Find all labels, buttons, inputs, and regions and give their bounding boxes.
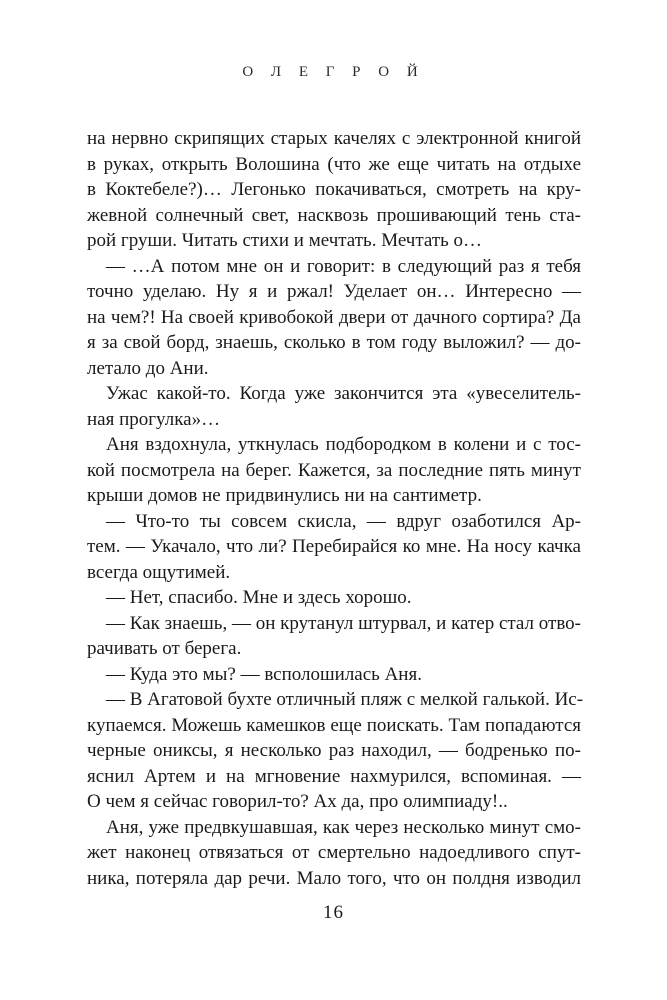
text-line: ная прогулка»… xyxy=(87,408,221,430)
text-line: я за свой борд, знаешь, сколько в том году выложил? — до- xyxy=(87,332,581,353)
text-line: жевной солнечный свет, насквозь прошивающий тень ста- xyxy=(87,204,581,226)
text-line: рачивать от берега. xyxy=(87,638,242,659)
text-line: Ужас какой-то. Когда уже закончится эта «увеселитель- xyxy=(106,383,581,404)
text-line: кой посмотрела на берег. Кажется, за последние пять минут xyxy=(87,459,581,481)
text-line: тем. — Укачало, что ли? Перебирайся ко мне. На носу качка xyxy=(87,536,581,557)
text-line: — Как знаешь, — он крутанул штурвал, и катер стал отво- xyxy=(106,612,581,634)
text-line: рой груши. Читать стихи и мечтать. Мечтать о… xyxy=(87,230,483,251)
text-line: — Нет, спасибо. Мне и здесь хорошо. xyxy=(106,587,412,608)
text-line: — В Агатовой бухте отличный пляж с мелкой галькой. Ис- xyxy=(106,689,584,710)
text-line: Аня вздохнула, уткнулась подбородком в колени и с тос- xyxy=(106,434,581,455)
body-text xyxy=(87,126,584,891)
text-line: Аня, уже предвкушавшая, как через несколько минут смо- xyxy=(106,816,581,838)
text-line: всегда ощутимей. xyxy=(87,561,231,583)
text-line: в Коктебеле?)… Легонько покачиваться, смотреть на кру- xyxy=(87,179,581,200)
text-line: на чем?! На своей кривобокой двери от дачного сортира? Да xyxy=(87,306,581,328)
text-line: ника, потеряла дар речи. Мало того, что он полдня изводил xyxy=(87,867,581,889)
text-line: купаемся. Можешь камешков еще поискать. Там попадаются xyxy=(87,714,581,736)
text-line: в руках, открыть Волошина (что же еще читать на отдыхе xyxy=(87,153,581,175)
text-line: летало до Ани. xyxy=(87,357,209,379)
page-number: 16 xyxy=(323,902,344,923)
running-header-author: О Л Е Г Р О Й xyxy=(242,64,425,80)
text-line: на нервно скрипящих старых качелях с электронной книгой xyxy=(87,128,581,149)
text-line: — Что-то ты совсем скисла, — вдруг озаботился Ар- xyxy=(106,510,581,532)
text-line: — …А потом мне он и говорит: в следующий раз я тебя xyxy=(106,255,581,277)
text-line: черные ониксы, я несколько раз находил, — бодренько по- xyxy=(87,740,581,761)
text-line: О чем я сейчас говорил-то? Ах да, про олимпиаду!.. xyxy=(87,791,508,812)
text-line: яснил Артем и на мгновение нахмурился, вспоминая. — xyxy=(87,765,581,787)
text-line: крыши домов не придвинулись ни на сантиметр. xyxy=(87,485,482,506)
text-line: жет наконец отвязаться от смертельно надоедливого спут- xyxy=(87,842,581,863)
text-line: точно уделаю. Ну я и ржал! Уделает он… Интересно — xyxy=(87,281,581,302)
text-line: — Куда это мы? — всполошилась Аня. xyxy=(106,663,422,685)
